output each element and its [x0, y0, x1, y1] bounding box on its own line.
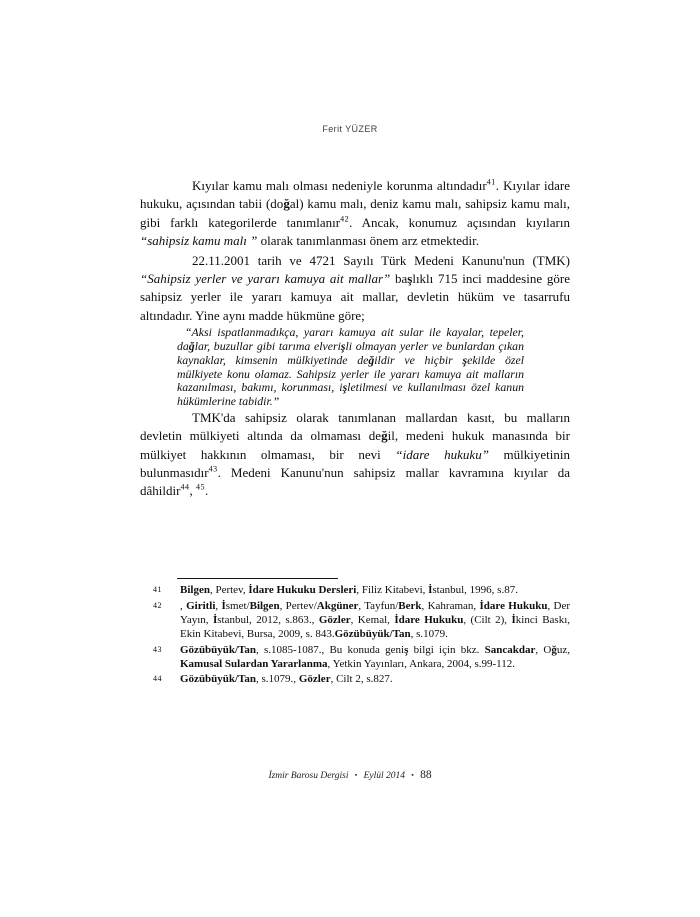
footnote-number: 42 [153, 600, 162, 610]
issue-date: Eylül 2014 [363, 771, 405, 781]
footnote-separator [177, 578, 338, 579]
statute-quote: “Aksi ispatlanmadıkça, yararı kamuya ait sular ile kayalar, tepeler, dağlar, buzullar gibi tarıma elverişli olmayan yerler ve bunlardan çıkan kaynaklar, kimsenin mülkiyetinde değildir ve hiçbir şekilde özel mülkiyete konu olamaz. Sahipsiz yerler ile yararı kamuya ait malların kazanılması, bakımı, korunması, işletilmesi ve kullanılması özel kanun hükümlerine tabidir.” [177, 325, 524, 408]
footnote-text: Bilgen, Pertev, İdare Hukuku Dersleri, Filiz Kitabevi, İstanbul, 1996, s.87. [180, 584, 518, 596]
footnote-number: 44 [153, 674, 162, 684]
separator-square-icon: ▪ [411, 771, 414, 779]
paragraph: TMK'da sahipsiz olarak tanımlanan mallardan kasıt, bu malların devletin mülkiyeti altında da olmaması değil, medeni hukuk manasında bir mülkiyet hakkının olmaması, bir nevi “idare hukuku” mülkiyetinin bulunmasıdır$^{43}$. Medeni Kanunu'nun sahipsiz mallar kavramına kıyılar da dâhildir$^{44}$, $^{45}$. [140, 409, 570, 499]
footnote-item [140, 600, 570, 642]
footnotes-section [140, 584, 570, 689]
footnote-text: Gözübüyük/Tan, s.1085-1087., Bu konuda geniş bilgi için bkz. Sancakdar, Oğuz, Kamusal Sulardan Yararlanma, Yetkin Yayınları, Ankara, 2004, s.99-112. [180, 643, 570, 670]
article-body [140, 177, 570, 501]
footnote-number: 41 [153, 585, 162, 594]
footnote-text: Gözübüyük/Tan, s.1079., Gözler, Cilt 2, s.827. [180, 673, 393, 686]
footnote-item [140, 644, 570, 672]
running-header [0, 124, 700, 134]
paragraph: Kıyılar kamu malı olması nedeniyle korunma altındadır$^{41}$. Kıyılar idare hukuku, açısından tabii (doğal) kamu malı, deniz kamu malı, sahipsiz kamu malı, gibi farklı kategorilerde tanımlanır$^{42}$. Ancak, konumuz açısından kıyıların “sahipsiz kamu malı ” olarak tanımlanması önem arz etmektedir. [140, 177, 570, 249]
footnote-number: 43 [153, 644, 162, 654]
separator-square-icon: ▪ [354, 771, 358, 779]
footnote-item [140, 673, 570, 687]
footnote-item [140, 584, 570, 598]
running-footer [0, 769, 700, 781]
journal-name: İzmir Barosu Dergisi [268, 771, 349, 781]
author-name: Ferit YÜZER [322, 124, 378, 134]
footnote-text: , Giritli, İsmet/Bilgen, Pertev/Akgüner, Tayfun/Berk, Kahraman, İdare Hukuku, Der Yayın, İstanbul, 2012, s.863., Gözler, Kemal, İdare Hukuku, (Cilt 2), İkinci Baskı, Ekin Kitabevi, Bursa, 2009, s. 843.Gözübüyük/Tan, s.1079. [180, 599, 571, 640]
paragraph: 22.11.2001 tarih ve 4721 Sayılı Türk Medeni Kanunu'nun (TMK) “Sahipsiz yerler ve yararı kamuya ait mallar” başlıklı 715 inci maddesine göre sahipsiz yerler ile yararı kamuya ait mallar, devletin hüküm ve tasarrufu altındadır. Yine aynı madde hükmüne göre; [140, 252, 570, 323]
page-number: 88 [420, 769, 432, 781]
